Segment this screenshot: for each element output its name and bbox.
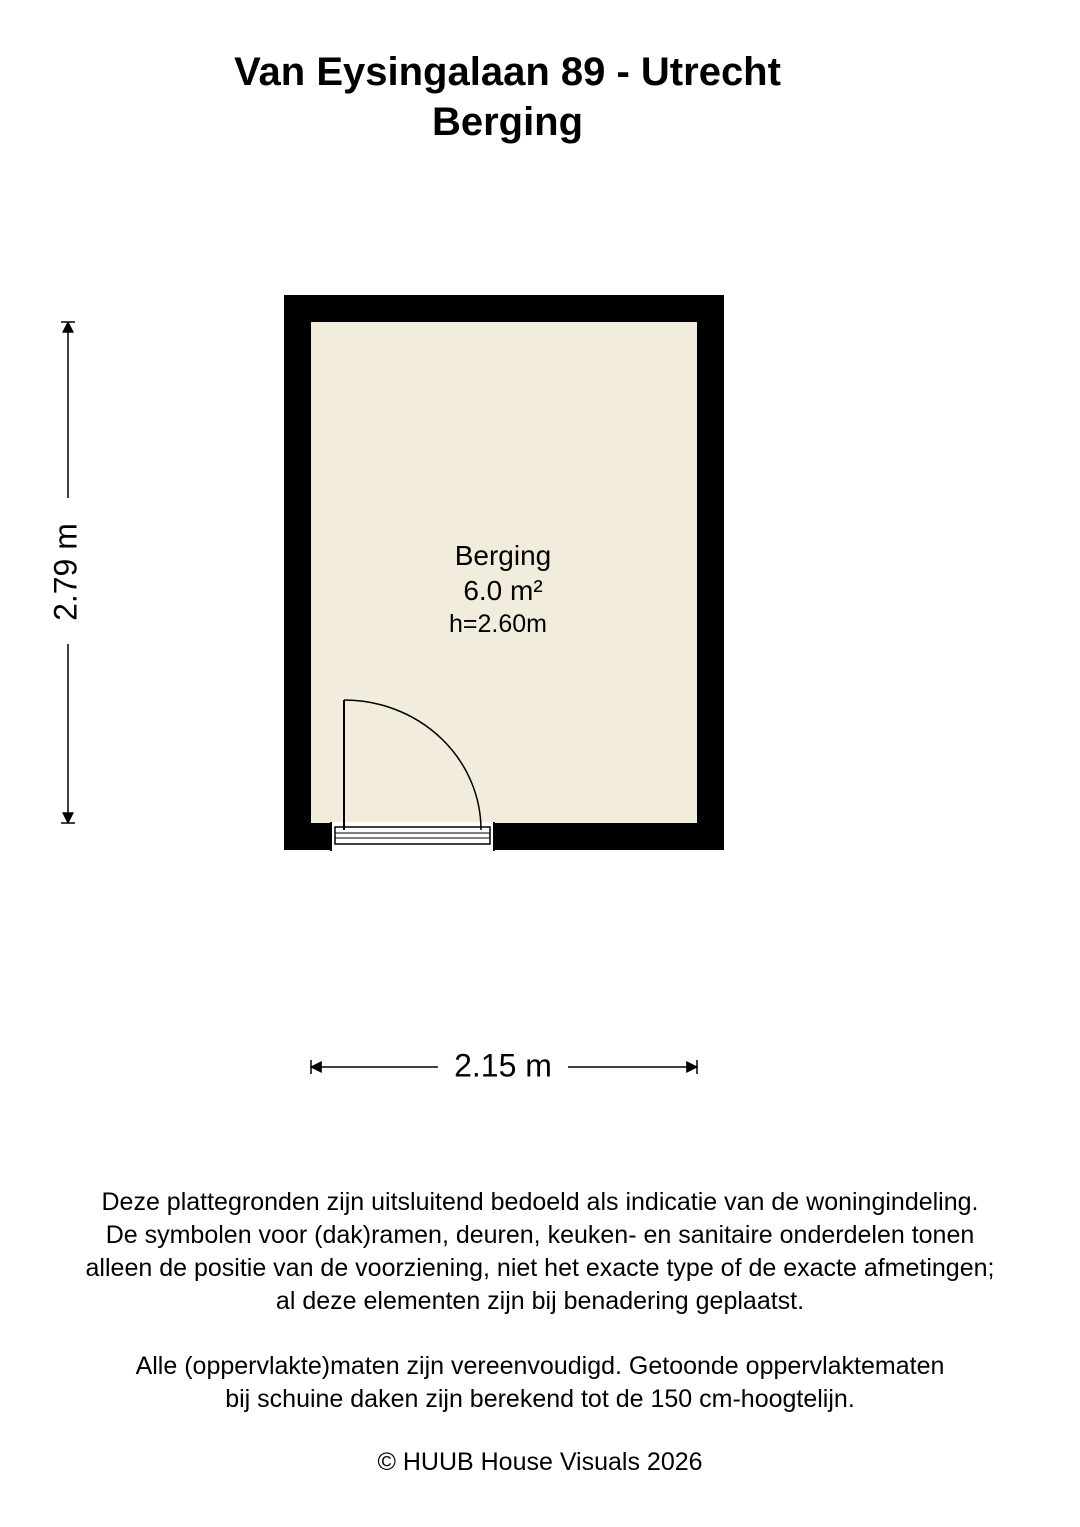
- room-name: Berging: [454, 540, 552, 571]
- dimension-height-label: 2.79 m: [47, 523, 84, 621]
- plan-title-address: Van Eysingalaan 89 - Utrecht: [234, 50, 781, 94]
- dimension-height: [47, 322, 83, 823]
- plan-title-floor: Berging: [431, 100, 584, 144]
- disclaimer-paragraph-1: [0, 1186, 1080, 1318]
- disclaimer-line: Alle (oppervlakte)maten zijn vereenvoudigd. Getoonde oppervlaktematen: [135, 1352, 945, 1380]
- disclaimer-line: bij schuine daken zijn berekend tot de 150 cm-hoogtelijn.: [225, 1385, 855, 1413]
- dimension-width-label: 2.15 m: [454, 1047, 552, 1084]
- copyright-notice: © HUUB House Visuals 2026: [377, 1448, 703, 1476]
- room-height: h=2.60m: [449, 610, 547, 638]
- room-floor: [311, 322, 697, 823]
- disclaimer-line: De symbolen voor (dak)ramen, deuren, keuken- en sanitaire onderdelen tonen: [105, 1221, 975, 1249]
- disclaimer-line: alleen de positie van de voorziening, niet het exacte type of de exacte afmetingen;: [85, 1254, 995, 1282]
- disclaimer-line: al deze elementen zijn bij benadering geplaatst.: [275, 1287, 805, 1315]
- dimension-width: [311, 1047, 697, 1083]
- room-area: 6.0 m²: [463, 575, 543, 606]
- disclaimer-paragraph-2: [0, 1350, 1080, 1416]
- door-threshold: [335, 827, 490, 844]
- disclaimer-line: Deze plattegronden zijn uitsluitend bedoeld als indicatie van de woningindeling.: [101, 1188, 979, 1216]
